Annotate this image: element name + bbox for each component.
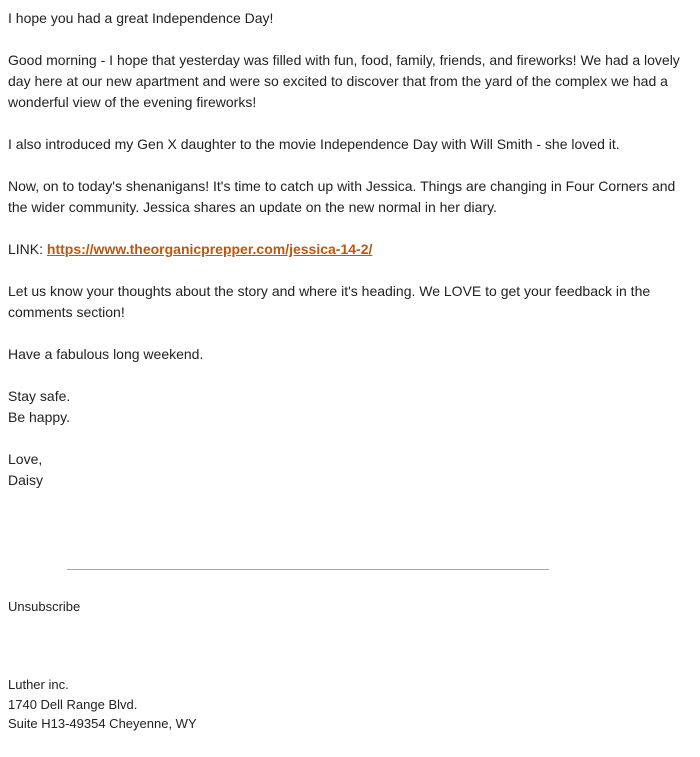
footer-divider [67,569,549,570]
link-prefix: LINK: [8,241,47,257]
closing-line: Love, [8,451,43,467]
story-link[interactable]: https://www.theorganicprepper.com/jessica-14-2/ [46,241,373,257]
signoff-line-2: Be happy. [8,409,71,425]
greeting-text: I hope you had a great Independence Day! [8,10,274,26]
signoff-block [8,386,692,428]
address-line-2: Suite H13-49354 Cheyenne, WY [8,716,197,731]
story-paragraph: Now, on to today's shenanigans! It's time to catch up with Jessica. Things are changing in Four Corners and the wider community. Jessica shares an update on the new normal in her diary. [8,178,676,215]
unsubscribe-link[interactable]: Unsubscribe [8,599,81,614]
link-paragraph [8,239,692,260]
feedback-paragraph: Let us know your thoughts about the story and where it's heading. We LOVE to get your feedback in the comments section! [8,283,651,320]
signoff-line-1: Stay safe. [8,388,71,404]
address-line-1: 1740 Dell Range Blvd. [8,696,138,712]
closing-block [8,449,692,491]
intro-paragraph: Good morning - I hope that yesterday was filled with fun, food, family, friends, and fireworks! We had a lovely day here at our new apartment and were so excited to discover that from the yard of the complex we had a wonderful view of the evening fireworks! [8,52,680,110]
weekend-paragraph: Have a fabulous long weekend. [8,346,204,362]
email-body [8,8,692,512]
sender-name: Daisy [8,472,44,488]
company-name: Luther inc. [8,677,69,692]
company-address [8,675,197,734]
movie-paragraph: I also introduced my Gen X daughter to the movie Independence Day with Will Smith - she loved it. [8,136,620,152]
